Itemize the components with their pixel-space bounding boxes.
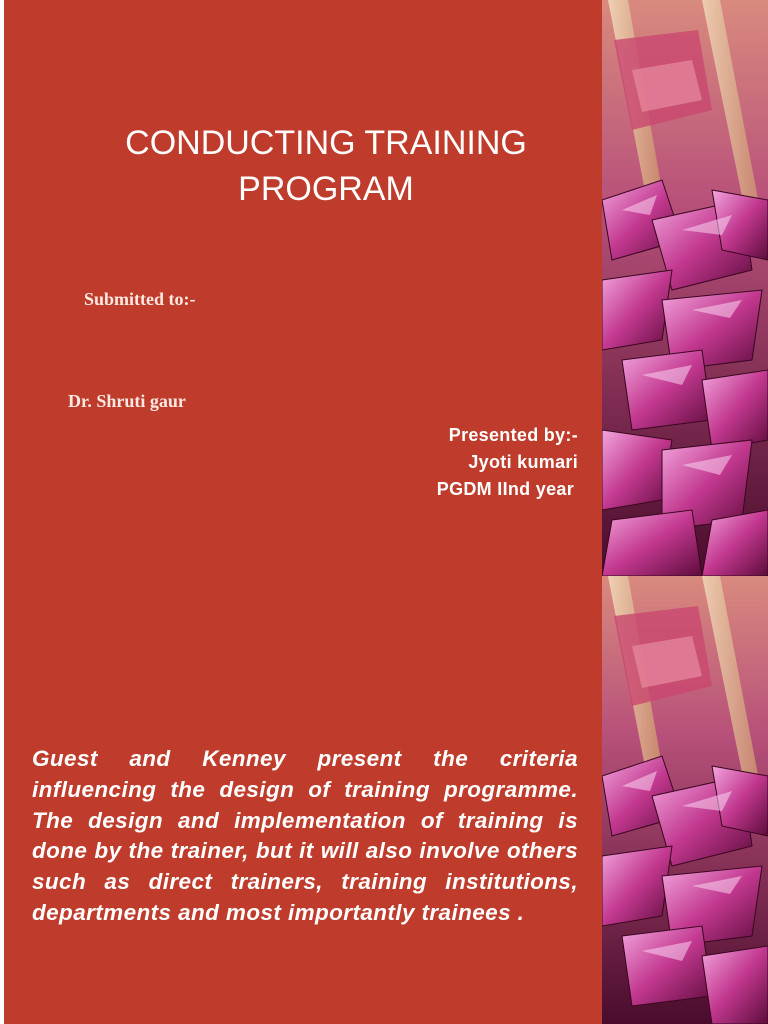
title-line-1: CONDUCTING TRAINING <box>125 124 527 162</box>
presenter-name: Jyoti kumari <box>468 452 578 472</box>
recipient-name: Dr. Shruti gaur <box>68 391 186 411</box>
gift-bows-image <box>602 0 768 576</box>
gift-bows-photo-strip <box>602 0 768 1024</box>
presenter-block <box>437 422 578 503</box>
title-line-2: PROGRAM <box>238 170 414 208</box>
description-paragraph: Guest and Kenney present the criteria influencing the design of training programme. The design and implementation of training is done by the trainer, but it will also involve others such as direct trainers, training institutions, departments and most importantly trainees . <box>32 746 578 925</box>
cover-page <box>4 0 604 1024</box>
presenter-program: PGDM IInd year <box>436 479 574 499</box>
presented-by-label: Presented by:- <box>448 425 578 445</box>
submitted-to-label: Submitted to:- <box>84 289 196 309</box>
gift-bows-image-repeat <box>602 576 768 1024</box>
page-title <box>44 120 604 212</box>
